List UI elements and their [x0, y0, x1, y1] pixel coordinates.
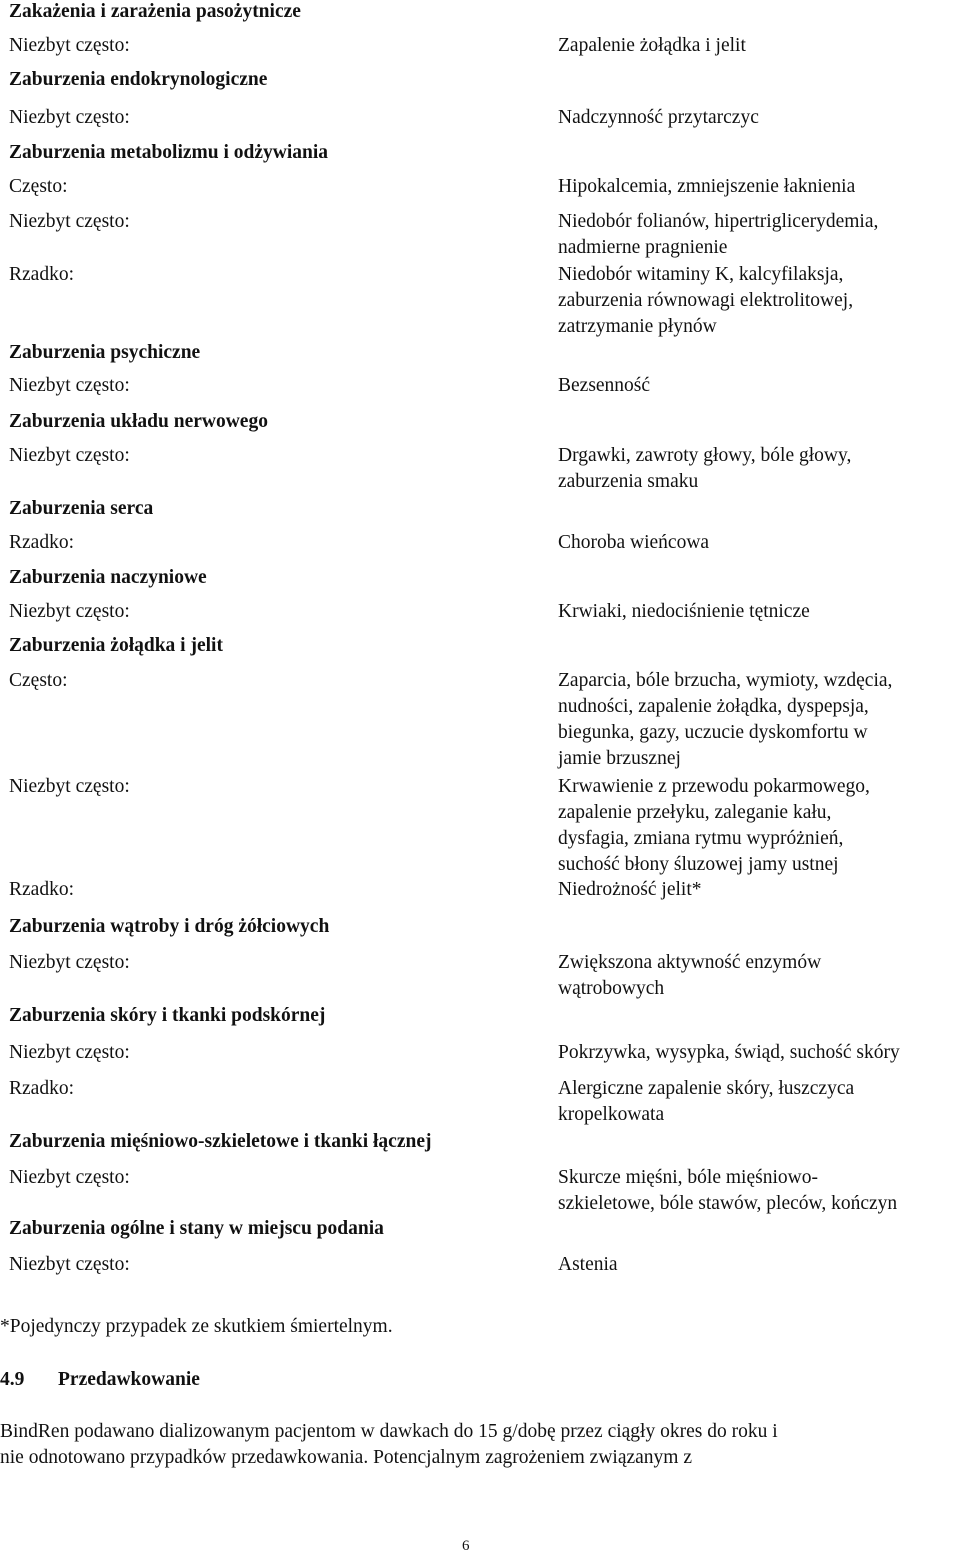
frequency-label: Często:: [9, 176, 68, 197]
frequency-label: Często:: [9, 670, 68, 691]
category-heading: Zaburzenia wątroby i dróg żółciowych: [9, 916, 330, 937]
adverse-effect-text: nudności, zapalenie żołądka, dyspepsja,: [558, 696, 869, 717]
adverse-effect-text: Choroba wieńcowa: [558, 532, 710, 553]
body-line-1: BindRen podawano dializowanym pacjentom w dawkach do 15 g/dobę przez ciągły okres do roku i: [0, 1421, 778, 1442]
frequency-label: Niezbyt często:: [9, 211, 130, 232]
adverse-effect-text: Niedobór folianów, hipertriglicerydemia,: [558, 211, 879, 232]
adverse-effect-text: biegunka, gazy, uczucie dyskomfortu w: [558, 722, 868, 743]
adverse-effect-text: wątrobowych: [558, 978, 665, 999]
adverse-effect-text: zaburzenia równowagi elektrolitowej,: [558, 290, 854, 311]
adverse-effect-text: zatrzymanie płynów: [558, 316, 717, 337]
category-heading: Zaburzenia naczyniowe: [9, 567, 207, 588]
frequency-label: Niezbyt często:: [9, 1167, 130, 1188]
adverse-effect-text: Bezsenność: [558, 375, 651, 396]
adverse-effect-text: zaburzenia smaku: [558, 471, 699, 492]
frequency-label: Niezbyt często:: [9, 601, 130, 622]
body-line-2: nie odnotowano przypadków przedawkowania. Potencjalnym zagrożeniem związanym z: [0, 1447, 692, 1468]
frequency-label: Rzadko:: [9, 1078, 74, 1099]
frequency-label: Niezbyt często:: [9, 107, 130, 128]
adverse-effect-text: Niedrożność jelit*: [558, 879, 702, 900]
category-heading: Zaburzenia mięśniowo-szkieletowe i tkanki łącznej: [9, 1131, 432, 1152]
page-number: 6: [462, 1538, 470, 1554]
category-heading: Zaburzenia psychiczne: [9, 342, 201, 363]
adverse-effect-text: Astenia: [558, 1254, 618, 1275]
frequency-label: Niezbyt często:: [9, 1042, 130, 1063]
category-heading: Zaburzenia skóry i tkanki podskórnej: [9, 1005, 326, 1026]
section-number: 4.9: [0, 1369, 25, 1390]
adverse-effect-text: Hipokalcemia, zmniejszenie łaknienia: [558, 176, 856, 197]
frequency-label: Niezbyt często:: [9, 375, 130, 396]
adverse-effect-text: jamie brzusznej: [558, 748, 681, 769]
adverse-effect-text: Zaparcia, bóle brzucha, wymioty, wzdęcia,: [558, 670, 893, 691]
adverse-effect-text: Krwawienie z przewodu pokarmowego,: [558, 776, 870, 797]
frequency-label: Rzadko:: [9, 879, 74, 900]
category-heading: Zaburzenia żołądka i jelit: [9, 635, 223, 656]
adverse-effect-text: Pokrzywka, wysypka, świąd, suchość skóry: [558, 1042, 900, 1063]
category-heading: Zaburzenia układu nerwowego: [9, 411, 268, 432]
section-title: Przedawkowanie: [58, 1369, 200, 1390]
category-heading: Zaburzenia endokrynologiczne: [9, 69, 268, 90]
adverse-effect-text: kropelkowata: [558, 1104, 665, 1125]
adverse-effect-text: Skurcze mięśni, bóle mięśniowo-: [558, 1167, 818, 1188]
adverse-effect-text: suchość błony śluzowej jamy ustnej: [558, 854, 839, 875]
frequency-label: Niezbyt często:: [9, 776, 130, 797]
frequency-label: Niezbyt często:: [9, 35, 130, 56]
adverse-effect-text: nadmierne pragnienie: [558, 237, 728, 258]
frequency-label: Rzadko:: [9, 264, 74, 285]
category-heading: Zaburzenia serca: [9, 498, 154, 519]
adverse-effect-text: Niedobór witaminy K, kalcyfilaksja,: [558, 264, 844, 285]
adverse-effect-text: Nadczynność przytarczyc: [558, 107, 759, 128]
category-heading: Zaburzenia ogólne i stany w miejscu podania: [9, 1218, 384, 1239]
adverse-effect-text: Alergiczne zapalenie skóry, łuszczyca: [558, 1078, 855, 1099]
adverse-effect-text: Drgawki, zawroty głowy, bóle głowy,: [558, 445, 852, 466]
adverse-effect-text: zapalenie przełyku, zaleganie kału,: [558, 802, 832, 823]
section-heading: [0, 1368, 960, 1394]
adverse-effect-text: Krwiaki, niedociśnienie tętnicze: [558, 601, 810, 622]
adverse-effect-text: szkieletowe, bóle stawów, pleców, kończyn: [558, 1193, 898, 1214]
adverse-effect-text: Zwiększona aktywność enzymów: [558, 952, 822, 973]
frequency-label: Niezbyt często:: [9, 445, 130, 466]
footnote: *Pojedynczy przypadek ze skutkiem śmiertelnym.: [0, 1316, 393, 1337]
category-heading: Zaburzenia metabolizmu i odżywiania: [9, 142, 329, 163]
category-heading: Zakażenia i zarażenia pasożytnicze: [9, 1, 301, 22]
frequency-label: Niezbyt często:: [9, 952, 130, 973]
adverse-effect-text: Zapalenie żołądka i jelit: [558, 35, 746, 56]
adverse-effect-text: dysfagia, zmiana rytmu wypróżnień,: [558, 828, 844, 849]
frequency-label: Niezbyt często:: [9, 1254, 130, 1275]
frequency-label: Rzadko:: [9, 532, 74, 553]
